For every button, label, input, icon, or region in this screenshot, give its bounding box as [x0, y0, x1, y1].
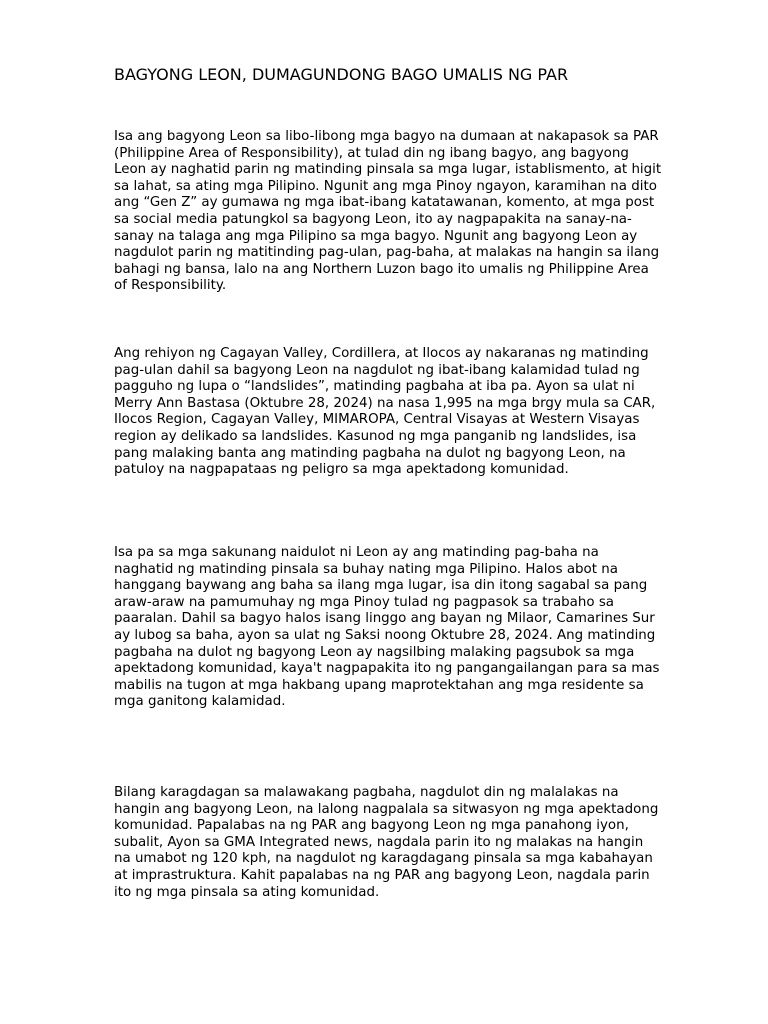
paragraph-1: Isa ang bagyong Leon sa libo-libong mga bagyo na dumaan at nakapasok sa PAR (Philippine Area of Responsibility), at tulad din ng ibang bagyo, ang bagyong Leon ay naghatid parin ng matinding pinsala sa mga lugar, istablismento, at higit sa lahat, sa ating mga Pilipino. Ngunit ang mga Pinoy ngayon, karamihan na dito ang “Gen Z” ay gumawa ng mga ibat-ibang katatawanan, komento, at mga post sa social media patungkol sa bagyong Leon, ito ay nagpapakita na sanay-na-sanay na talaga ang mga Pilipino sa mga bagyo. Ngunit ang bagyong Leon ay nagdulot parin ng matitinding pag-ulan, pag-baha, at malakas na hangin sa ilang bahagi ng bansa, lalo na ang Northern Luzon bago ito umalis ng Philippine Area of Responsibility. [114, 129, 662, 294]
document-title: BAGYONG LEON, DUMAGUNDONG BAGO UMALIS NG PAR [114, 65, 569, 84]
paragraph-4: Bilang karagdagan sa malawakang pagbaha, nagdulot din ng malalakas na hangin ang bagyong Leon, na lalong nagpalala sa sitwasyon ng mga apektadong komunidad. Papalabas na ng PAR ang bagyong Leon ng mga panahong iyon, subalit, Ayon sa GMA Integrated news, nagdala parin ito ng malakas na hangin na umabot ng 120 kph, na nagdulot ng karagdagang pinsala sa mga kabahayan at imprastruktura. Kahit papalabas na ng PAR ang bagyong Leon, nagdala parin ito ng mga pinsala sa ating komunidad. [114, 785, 659, 900]
paragraph-3: Isa pa sa mga sakunang naidulot ni Leon ay ang matinding pag-baha na naghatid ng matinding pinsala sa buhay nating mga Pilipino. Halos abot na hanggang baywang ang baha sa ilang mga lugar, isa din itong sagabal sa pang araw-araw na pamumuhay ng mga Pinoy tulad ng pagpasok sa trabaho sa paaralan. Dahil sa bagyo halos isang linggo ang bayan ng Milaor, Camarines Sur ay lubog sa baha, ayon sa ulat ng Saksi noong Oktubre 28, 2024. Ang matinding pagbaha na dulot ng bagyong Leon ay nagsilbing malaking pagsubok sa mga apektadong komunidad, kaya't nagpapakita ito ng pangangailangan para sa mas mabilis na tugon at mga hakbang upang maprotektahan ang mga residente sa mga ganitong kalamidad. [114, 545, 660, 710]
paragraph-2: Ang rehiyon ng Cagayan Valley, Cordillera, at Ilocos ay nakaranas ng matinding pag-ulan dahil sa bagyong Leon na nagdulot ng ibat-ibang kalamidad tulad ng pagguho ng lupa o “landslides”, matinding pagbaha at iba pa. Ayon sa ulat ni Merry Ann Bastasa (Oktubre 28, 2024) na nasa 1,995 na mga brgy mula sa CAR, Ilocos Region, Cagayan Valley, MIMAROPA, Central Visayas at Western Visayas region ay delikado sa landslides. Kasunod ng mga panganib ng landslides, isa pang malaking banta ang matinding pagbaha na dulot ng bagyong Leon, na patuloy na nagpapataas ng peligro sa mga apektadong komunidad. [114, 346, 656, 478]
